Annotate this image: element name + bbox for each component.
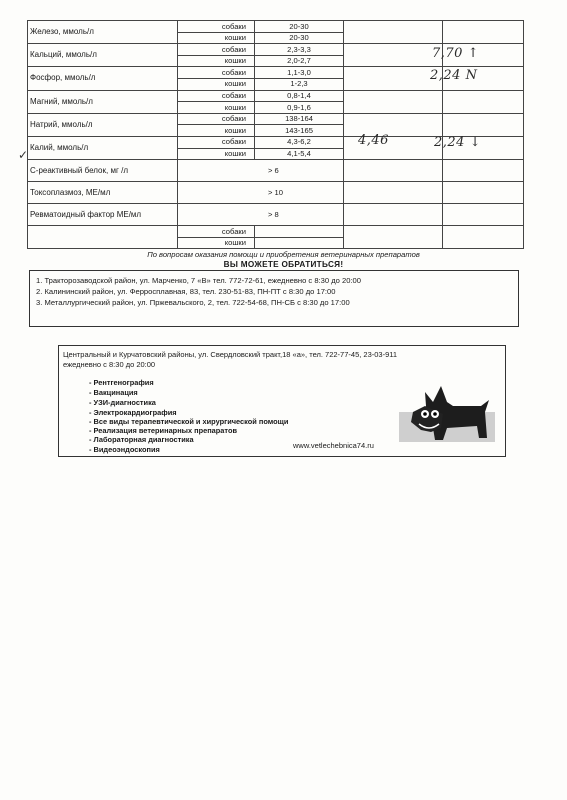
result-cell — [344, 44, 443, 67]
service-item: - Реализация ветеринарных препаратов — [89, 426, 237, 435]
norm-cell: 1,1-3,0 — [255, 67, 344, 79]
param-cell: Калий, ммоль/л — [28, 136, 178, 159]
species-cell: собаки — [178, 113, 255, 125]
result-cell — [443, 90, 524, 113]
handwritten-check: ✓ — [18, 148, 29, 162]
norm-cell: 2,3-3,3 — [255, 44, 344, 56]
service-item: - Вакцинация — [89, 388, 138, 397]
result-cell — [443, 204, 524, 226]
help-call: ВЫ МОЖЕТЕ ОБРАТИТЬСЯ! — [223, 260, 344, 269]
norm-cell — [255, 237, 344, 249]
table-row — [28, 113, 524, 125]
norm-cell: 1-2,3 — [255, 78, 344, 90]
service-item: - Лабораторная диагностика — [89, 435, 194, 444]
param-cell: С-реактивный белок, мг /л — [28, 160, 178, 182]
handwritten-potassium-result-1: 4,46 — [358, 133, 389, 148]
result-cell — [443, 21, 524, 44]
result-cell — [443, 182, 524, 204]
result-cell — [443, 113, 524, 136]
norm-cell: 2,0-2,7 — [255, 55, 344, 67]
norm-cell: 4,1-5,4 — [255, 148, 344, 160]
result-cell — [344, 182, 443, 204]
species-cell: собаки — [178, 44, 255, 56]
param-cell — [28, 226, 178, 249]
norm-cell: > 10 — [178, 182, 344, 204]
handwritten-phosphorus-result: 2,24 N — [430, 68, 478, 83]
species-cell: собаки — [178, 67, 255, 79]
norm-cell: > 6 — [178, 160, 344, 182]
norm-cell: 143-165 — [255, 125, 344, 137]
norm-cell — [255, 226, 344, 238]
param-cell: Магний, ммоль/л — [28, 90, 178, 113]
central-address: Центральный и Курчатовский районы, ул. Свердловский тракт,18 «а», тел. 722-77-45, 23-03-911 ежедневно с 8:30 до 20:00 — [63, 350, 398, 369]
handwritten-calcium-result: 7,70 ↑ — [432, 46, 479, 61]
scottish-terrier-icon — [397, 372, 497, 450]
result-cell — [443, 160, 524, 182]
param-cell: Ревматоидный фактор МЕ/мл — [28, 204, 178, 226]
norm-cell: 0,9-1,6 — [255, 102, 344, 114]
website-link[interactable]: www.vetlechebnica74.ru — [293, 441, 374, 450]
service-item: - Электрокардиография — [89, 408, 177, 417]
norm-cell: > 8 — [178, 204, 344, 226]
result-cell — [344, 204, 443, 226]
param-cell: Натрий, ммоль/л — [28, 113, 178, 136]
branches-box — [29, 270, 519, 327]
species-cell: собаки — [178, 136, 255, 148]
species-cell: собаки — [178, 21, 255, 33]
norm-cell: 20-30 — [255, 32, 344, 44]
species-cell: кошки — [178, 32, 255, 44]
species-cell: собаки — [178, 90, 255, 102]
param-cell: Токсоплазмоз, МЕ/мл — [28, 182, 178, 204]
branch-line: 3. Металлургический район, ул. Пржевальского, 2, тел. 722-54-68, ПН-СБ с 8:30 до 17:00 — [36, 298, 350, 307]
norm-cell: 138-164 — [255, 113, 344, 125]
service-item: - УЗИ-диагностика — [89, 398, 156, 407]
branch-line: 2. Калининский район, ул. Ферросплавная, 83, тел. 230-51-83, ПН-ПТ с 8:30 до 17:00 — [36, 287, 336, 296]
table-row — [28, 226, 524, 238]
result-cell — [344, 21, 443, 44]
result-cell — [443, 226, 524, 249]
species-cell: кошки — [178, 78, 255, 90]
result-cell — [344, 90, 443, 113]
param-cell: Железо, ммоль/л — [28, 21, 178, 44]
table-row — [28, 182, 524, 204]
service-item: - Видеоэндоскопия — [89, 445, 160, 454]
result-cell — [344, 160, 443, 182]
param-cell: Фосфор, ммоль/л — [28, 67, 178, 90]
norm-cell: 4,3-6,2 — [255, 136, 344, 148]
species-cell: кошки — [178, 55, 255, 67]
species-cell: кошки — [178, 125, 255, 137]
table-row — [28, 90, 524, 102]
service-item: - Рентгенография — [89, 378, 154, 387]
handwritten-potassium-result-2: 2,24 ↓ — [434, 135, 481, 150]
species-cell: кошки — [178, 102, 255, 114]
help-note: По вопросам оказания помощи и приобретения ветеринарных препаратов — [147, 250, 420, 259]
species-cell: собаки — [178, 226, 255, 238]
central-branch-box — [58, 345, 506, 457]
branch-line: 1. Тракторозаводской район, ул. Марченко, 7 «В» тел. 772-72-61, ежедневно с 8:30 до 20:00 — [36, 276, 361, 285]
norm-cell: 20-30 — [255, 21, 344, 33]
species-cell: кошки — [178, 148, 255, 160]
table-row — [28, 204, 524, 226]
param-cell: Кальций, ммоль/л — [28, 44, 178, 67]
table-row — [28, 160, 524, 182]
norm-cell: 0,8-1,4 — [255, 90, 344, 102]
result-cell — [344, 67, 443, 90]
table-row — [28, 21, 524, 33]
result-cell — [344, 226, 443, 249]
species-cell: кошки — [178, 237, 255, 249]
service-item: - Все виды терапевтической и хирургической помощи — [89, 417, 289, 426]
